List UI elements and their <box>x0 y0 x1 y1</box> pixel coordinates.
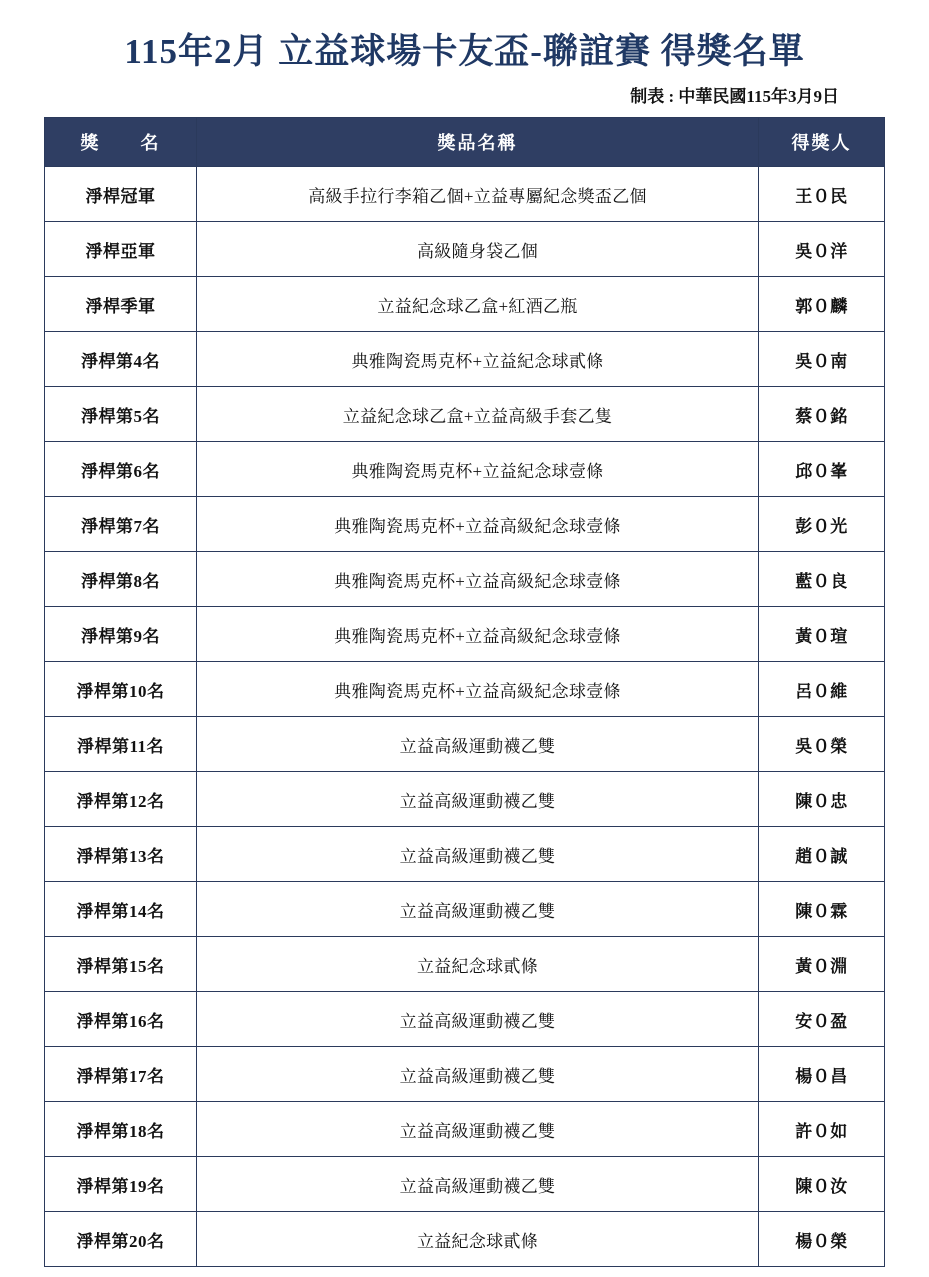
cell-winner: 黃０瑄 <box>759 607 885 662</box>
column-header-prize: 獎品名稱 <box>197 118 759 167</box>
table-row <box>45 222 885 277</box>
table-row <box>45 1102 885 1157</box>
table-row <box>45 992 885 1047</box>
cell-winner: 楊０昌 <box>759 1047 885 1102</box>
cell-prize: 立益紀念球乙盒+立益高級手套乙隻 <box>197 387 759 442</box>
cell-winner: 邱０峯 <box>759 442 885 497</box>
cell-winner: 陳０汝 <box>759 1157 885 1212</box>
cell-rank: 淨桿第12名 <box>45 772 197 827</box>
page-title: 115年2月 立益球場卡友盃-聯誼賽 得獎名單 <box>124 32 805 71</box>
table-row <box>45 552 885 607</box>
table-header-row <box>45 118 885 167</box>
cell-prize: 立益高級運動襪乙雙 <box>197 1102 759 1157</box>
cell-winner: 彭０光 <box>759 497 885 552</box>
cell-winner: 郭０麟 <box>759 277 885 332</box>
table-row <box>45 1212 885 1267</box>
cell-winner: 陳０忠 <box>759 772 885 827</box>
column-header-rank: 獎 名 <box>45 118 197 167</box>
cell-rank: 淨桿第5名 <box>45 387 197 442</box>
cell-prize: 典雅陶瓷馬克杯+立益高級紀念球壹條 <box>197 552 759 607</box>
table-row <box>45 772 885 827</box>
cell-rank: 淨桿冠軍 <box>45 167 197 222</box>
cell-winner: 安０盈 <box>759 992 885 1047</box>
cell-prize: 典雅陶瓷馬克杯+立益高級紀念球壹條 <box>197 662 759 717</box>
table-body <box>45 167 885 1267</box>
table-row <box>45 332 885 387</box>
cell-prize: 立益紀念球貳條 <box>197 937 759 992</box>
table-row <box>45 937 885 992</box>
cell-winner: 許０如 <box>759 1102 885 1157</box>
cell-prize: 典雅陶瓷馬克杯+立益高級紀念球壹條 <box>197 497 759 552</box>
cell-winner: 蔡０銘 <box>759 387 885 442</box>
cell-rank: 淨桿第17名 <box>45 1047 197 1102</box>
cell-rank: 淨桿第18名 <box>45 1102 197 1157</box>
cell-rank: 淨桿第6名 <box>45 442 197 497</box>
document-date-note: 制表 : 中華民國115年3月9日 <box>630 87 839 106</box>
table-row <box>45 607 885 662</box>
cell-prize: 典雅陶瓷馬克杯+立益高級紀念球壹條 <box>197 607 759 662</box>
table-header <box>45 118 885 167</box>
cell-rank: 淨桿第14名 <box>45 882 197 937</box>
table-row <box>45 1157 885 1212</box>
cell-winner: 王０民 <box>759 167 885 222</box>
cell-winner: 藍０良 <box>759 552 885 607</box>
cell-rank: 淨桿第7名 <box>45 497 197 552</box>
cell-prize: 立益高級運動襪乙雙 <box>197 717 759 772</box>
table-row <box>45 717 885 772</box>
table-row <box>45 497 885 552</box>
cell-winner: 呂０維 <box>759 662 885 717</box>
cell-winner: 吳０南 <box>759 332 885 387</box>
table-row <box>45 827 885 882</box>
table-row <box>45 882 885 937</box>
cell-prize: 立益高級運動襪乙雙 <box>197 1047 759 1102</box>
cell-winner: 黃０淵 <box>759 937 885 992</box>
cell-winner: 吳０洋 <box>759 222 885 277</box>
cell-prize: 立益紀念球貳條 <box>197 1212 759 1267</box>
cell-rank: 淨桿第15名 <box>45 937 197 992</box>
cell-rank: 淨桿第9名 <box>45 607 197 662</box>
cell-winner: 吳０榮 <box>759 717 885 772</box>
cell-prize: 立益高級運動襪乙雙 <box>197 1157 759 1212</box>
cell-prize: 高級手拉行李箱乙個+立益專屬紀念獎盃乙個 <box>197 167 759 222</box>
cell-winner: 楊０榮 <box>759 1212 885 1267</box>
cell-rank: 淨桿第8名 <box>45 552 197 607</box>
cell-prize: 典雅陶瓷馬克杯+立益紀念球貳條 <box>197 332 759 387</box>
cell-rank: 淨桿第4名 <box>45 332 197 387</box>
cell-prize: 立益高級運動襪乙雙 <box>197 992 759 1047</box>
table-row <box>45 277 885 332</box>
cell-prize: 立益高級運動襪乙雙 <box>197 772 759 827</box>
table-row <box>45 387 885 442</box>
cell-rank: 淨桿第20名 <box>45 1212 197 1267</box>
cell-winner: 趙０誠 <box>759 827 885 882</box>
table-row <box>45 662 885 717</box>
cell-rank: 淨桿亞軍 <box>45 222 197 277</box>
column-header-winner: 得獎人 <box>759 118 885 167</box>
table-row <box>45 1047 885 1102</box>
cell-winner: 陳０霖 <box>759 882 885 937</box>
table-row <box>45 167 885 222</box>
cell-prize: 立益高級運動襪乙雙 <box>197 827 759 882</box>
cell-rank: 淨桿第19名 <box>45 1157 197 1212</box>
cell-rank: 淨桿第11名 <box>45 717 197 772</box>
cell-prize: 立益紀念球乙盒+紅酒乙瓶 <box>197 277 759 332</box>
cell-rank: 淨桿第16名 <box>45 992 197 1047</box>
cell-prize: 典雅陶瓷馬克杯+立益紀念球壹條 <box>197 442 759 497</box>
cell-rank: 淨桿季軍 <box>45 277 197 332</box>
table-row <box>45 442 885 497</box>
award-list-table <box>44 117 885 1267</box>
cell-prize: 立益高級運動襪乙雙 <box>197 882 759 937</box>
cell-rank: 淨桿第10名 <box>45 662 197 717</box>
cell-rank: 淨桿第13名 <box>45 827 197 882</box>
cell-prize: 高級隨身袋乙個 <box>197 222 759 277</box>
